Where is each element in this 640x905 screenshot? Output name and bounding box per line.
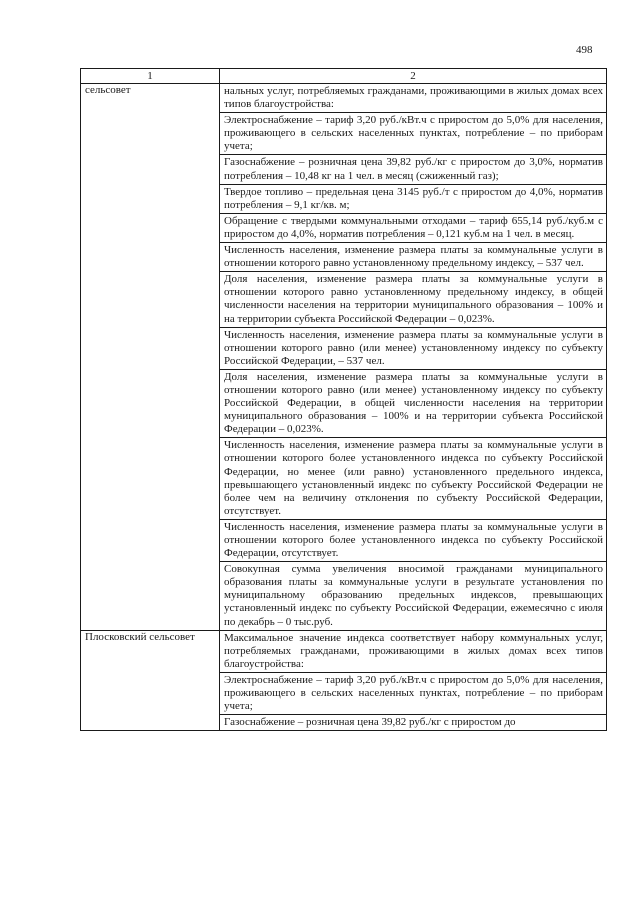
column-header-1: 1 [81,69,220,84]
indicator-paragraph: Газоснабжение – розничная цена 39,82 руб./кг с приростом до [220,714,606,730]
indicator-paragraph: Доля населения, изменение размера платы за коммунальные услуги в отношении которого равно (или менее) установленному индексу по субъекту Российской Федерации, в общей численности населения на территории муниципального образования – 100% и на территории субъекта Российской Федерации – 0,023%. [220,369,606,437]
indicators-cell [220,630,607,731]
indicator-paragraph: Твердое топливо – предельная цена 3145 руб./т с приростом до 4,0%, норматив потребления – 9,1 кг/кв. м; [220,184,606,213]
table-row [81,630,607,731]
column-header-2: 2 [220,69,607,84]
indicator-paragraph: Газоснабжение – розничная цена 39,82 руб./кг с приростом до 3,0%, норматив потребления – 10,48 кг на 1 чел. в месяц (сжиженный газ); [220,154,606,183]
indicator-paragraph: Электроснабжение – тариф 3,20 руб./кВт.ч с приростом до 5,0% для населения, проживающего в сельских населенных пунктах, потребление – по приборам учета; [220,112,606,154]
indicators-cell [220,84,607,631]
indicator-paragraph: Доля населения, изменение размера платы за коммунальные услуги в отношении которого равно установленному предельному индексу, в общей численности населения на территории муниципального образования – 100% и на территории субъекта Российской Федерации – 0,023%. [220,271,606,326]
indicator-paragraph: Максимальное значение индекса соответствует набору коммунальных услуг, потребляемых гражданами, проживающими в жилых домах всех типов благоустройства: [224,631,603,670]
header-row [81,69,607,84]
indicator-paragraph: Электроснабжение – тариф 3,20 руб./кВт.ч с приростом до 5,0% для населения, проживающего в сельских населенных пунктах, потребление – по приборам учета; [220,672,606,714]
indicator-paragraph: Численность населения, изменение размера платы за коммунальные услуги в отношении которого более установленного индекса по субъекту Российской Федерации, отсутствует. [220,519,606,561]
indicator-paragraph: Численность населения, изменение размера платы за коммунальные услуги в отношении которого равно установленному предельному индексу, – 537 чел. [220,242,606,271]
indicator-paragraph: Численность населения, изменение размера платы за коммунальные услуги в отношении которого более установленного индекса по субъекту Российской Федерации, но менее (или равно) установленного предельного индекса, превышающего установленный индекс по субъекту Российской Федерации не более чем на величину отклонения по субъекту Российской Федерации, отсутствует. [220,437,606,519]
table-row [81,84,607,631]
page-number: 498 [576,44,593,56]
indicator-paragraph: Численность населения, изменение размера платы за коммунальные услуги в отношении которого равно (или менее) установленному индексу по субъекту Российской Федерации, – 537 чел. [220,327,606,369]
indicator-paragraph: Совокупная сумма увеличения вносимой гражданами муниципального образования платы за коммунальные услуги в результате установления по муниципальному образованию предельных индексов, превышающих установленный индекс по субъекту Российской Федерации, ежемесячно с июля по декабрь – 0 тыс.руб. [220,561,606,629]
indicator-paragraph: Обращение с твердыми коммунальными отходами – тариф 655,14 руб./куб.м с приростом до 4,0%, норматив потребления – 0,121 куб.м на 1 чел. в месяц. [220,213,606,242]
municipality-name: Плосковский сельсовет [81,630,220,731]
indicator-paragraph: нальных услуг, потребляемых гражданами, проживающими в жилых домах всех типов благоустройства: [224,85,603,111]
municipality-index-table [80,68,607,731]
municipality-name: сельсовет [81,84,220,631]
